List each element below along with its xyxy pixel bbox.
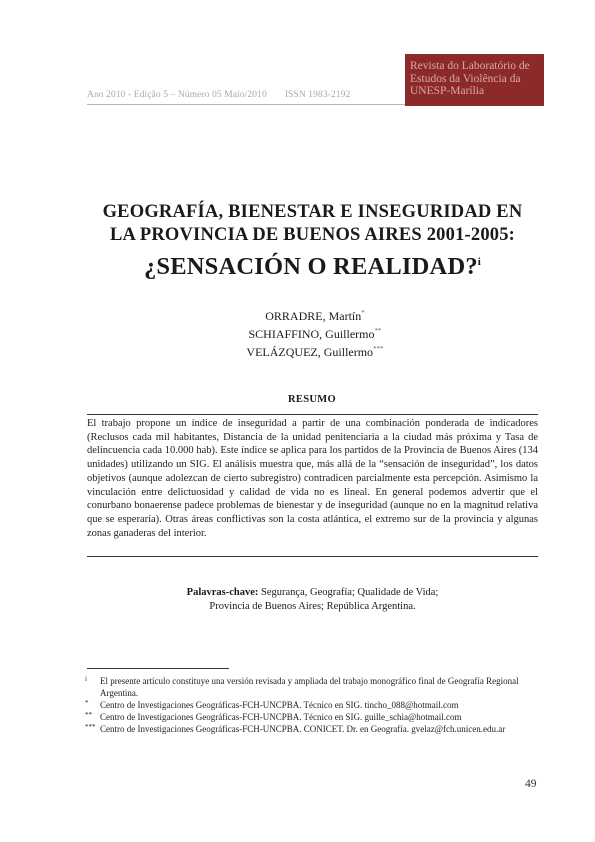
keywords (100, 586, 525, 613)
issue-info (87, 90, 350, 100)
footnote (85, 699, 530, 712)
issue-info-text: Ano 2010 - Edição 5 – Número 05 Maio/2010 (87, 90, 267, 100)
author-name: SCHIAFFINO, Guillermo (248, 327, 375, 341)
abstract-bottom-rule (87, 556, 538, 557)
page-number: 49 (525, 778, 537, 790)
title-line-3-text: ¿SENSACIÓN O REALIDAD? (143, 253, 478, 281)
footnote-mark: ** (85, 711, 92, 719)
journal-name: Revista do Laboratório de Estudos da Violência da UNESP-Marília (410, 60, 530, 97)
keywords-line-1: Segurança, Geografía; Qualidade de Vida; (258, 587, 439, 598)
footnote-mark: i (85, 675, 87, 683)
author (150, 342, 480, 360)
abstract-heading: RESUMO (288, 394, 336, 405)
footnote-text: Centro de Investigaciones Geográficas-FCH-UNCPBA. CONICET. Dr. en Geografía. gvelaz@fch.unicen.edu.ar (100, 724, 506, 734)
footnote-text: Centro de Investigaciones Geográficas-FCH-UNCPBA. Técnico en SIG. tincho_088@hotmail.com (100, 700, 459, 710)
author-name: ORRADRE, Martín (265, 309, 362, 323)
keywords-line-2: Provincia de Buenos Aires; República Argentina. (209, 600, 416, 612)
header-rule (87, 104, 405, 105)
author-mark: *** (373, 345, 384, 353)
footnote (85, 723, 530, 736)
footnote-rule (87, 668, 229, 669)
title-footnote-mark: i (477, 256, 482, 268)
footnote (85, 675, 530, 699)
keywords-label: Palavras-chave: (186, 587, 259, 598)
footnote-mark: *** (85, 723, 96, 731)
author (150, 306, 480, 324)
footnote-text: Centro de Investigaciones Geográficas-FCH-UNCPBA. Técnico en SIG. guille_schia@hotmail.com (100, 712, 462, 722)
article-title (70, 201, 555, 282)
footnote-text: El presente artículo constituye una versión revisada y ampliada del trabajo monográfico final de Geografía Regional Argentina. (100, 676, 519, 698)
title-line-2: LA PROVINCIA DE BUENOS AIRES 2001-2005: (109, 225, 516, 245)
title-line-1: GEOGRAFÍA, BIENESTAR E INSEGURIDAD EN (102, 202, 523, 222)
title-line-3 (70, 247, 555, 282)
footnote (85, 711, 530, 724)
author (150, 324, 480, 342)
author-mark: ** (374, 327, 382, 335)
footnote-mark: * (85, 699, 89, 707)
issn: ISSN 1983-2192 (284, 90, 351, 100)
author-mark: * (361, 309, 365, 317)
author-list (150, 306, 480, 360)
author-name: VELÁZQUEZ, Guillermo (246, 345, 374, 359)
abstract-text: El trabajo propone un índice de inseguridad a partir de una combinación ponderada de indicadores (Reclusos cada mil habitantes, Distancia de la unidad penitenciaria a la ciudad más próxima y Tasa de delincuencia cada 10.000 hab). Este índice se aplica para los partidos de la Provincia de Buenos Aires (134 unidades) utilizando un SIG. El análisis muestra que, más allá de la “sensación de inseguridad”, los datos objetivos (aunque adolezcan de cierto subregistro) contradicen parcialmente esta percepción. Asimismo la vinculación entre delictuosidad y calidad de vida no es lineal. En general podemos advertir que el conurbano bonaerense padece problemas de bienestar y de inseguridad (aunque no en la magnitud relativa que se esperaría). Otras áreas conflictivas son la costa atlántica, el extremo sur de la provincia y algunas zonas ganaderas del interior. (87, 418, 538, 539)
abstract-top-rule (87, 414, 538, 415)
